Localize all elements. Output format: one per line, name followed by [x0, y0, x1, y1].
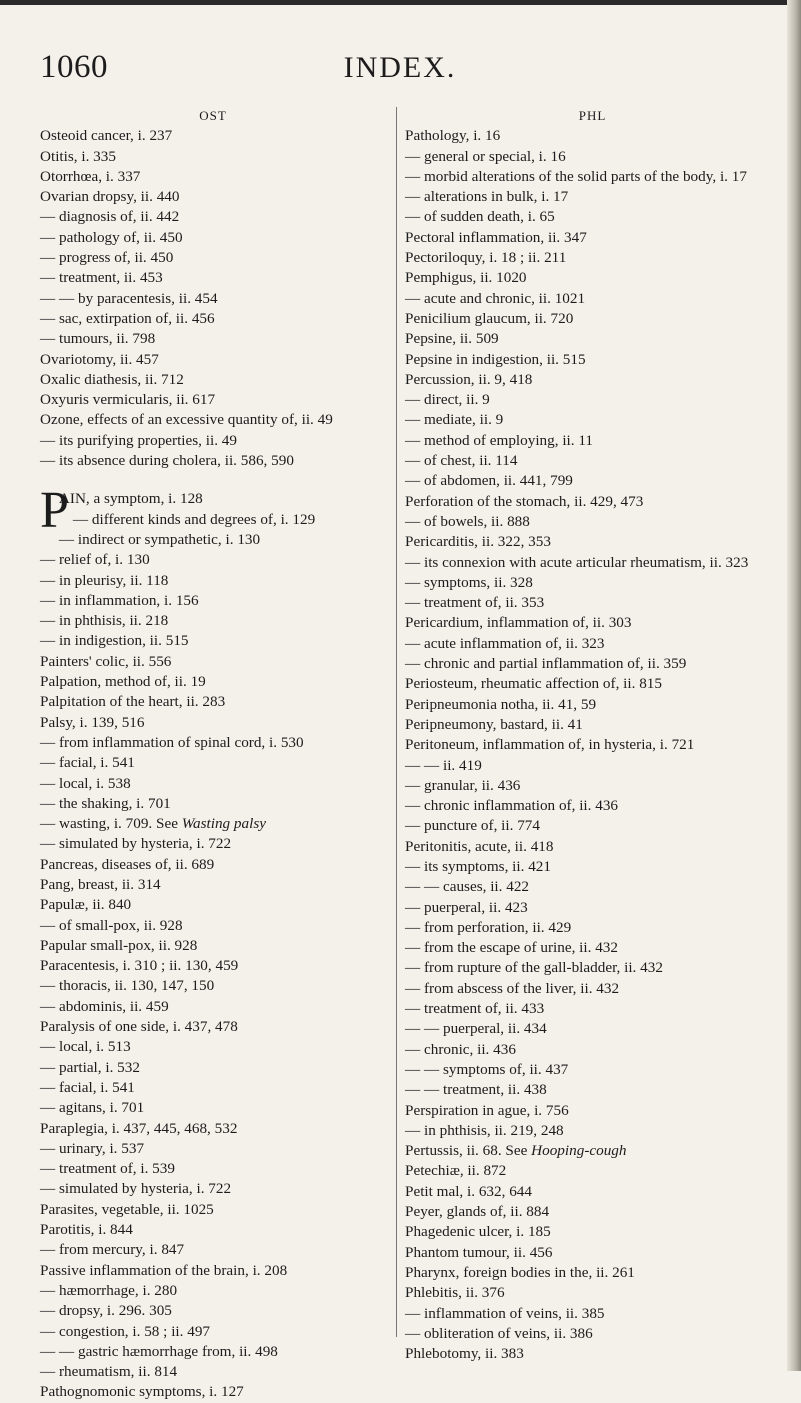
index-entry: — acute inflammation of, ii. 323 — [405, 634, 605, 652]
index-entry: — urinary, i. 537 — [40, 1139, 145, 1157]
index-group-o — [40, 126, 386, 471]
index-entry: — in phthisis, ii. 219, 248 — [405, 1121, 564, 1139]
index-entry: — symptoms, ii. 328 — [405, 573, 533, 591]
index-entry: — diagnosis of, ii. 442 — [40, 208, 180, 226]
index-entry: — from abscess of the liver, ii. 432 — [405, 979, 620, 997]
index-entry: — tumours, ii. 798 — [40, 330, 156, 348]
index-entry: — mediate, ii. 9 — [405, 411, 504, 429]
index-entry-pain: P AIN, a symptom, i. 128 — different kinds and degrees of, i. 129 — [40, 482, 316, 540]
index-entry: Parasites, vegetable, ii. 1025 — [40, 1200, 214, 1218]
index-entry: Peritonitis, acute, ii. 418 — [405, 837, 554, 855]
page-header — [40, 48, 760, 88]
index-column-left — [40, 106, 386, 1403]
index-entry: Otitis, i. 335 — [40, 147, 116, 165]
column-head-left: OST — [199, 108, 227, 123]
index-entry: — partial, i. 532 — [40, 1058, 140, 1076]
index-entry: — its purifying properties, ii. 49 — [40, 431, 237, 449]
index-group-p1 — [40, 530, 386, 814]
index-group-p3 — [405, 126, 780, 1141]
index-entry: Paracentesis, i. 310 ; ii. 130, 459 — [40, 957, 239, 975]
index-entry: Petechiæ, ii. 872 — [405, 1162, 507, 1180]
index-entry: Palpitation of the heart, ii. 283 — [40, 693, 226, 711]
index-entry: Perspiration in ague, i. 756 — [405, 1101, 569, 1119]
index-entry: Pang, breast, ii. 314 — [40, 875, 161, 893]
index-entry: — treatment, ii. 453 — [40, 269, 163, 287]
index-entry: — rheumatism, ii. 814 — [40, 1363, 178, 1381]
index-entry: — chronic and partial inflammation of, ii. 359 — [405, 655, 687, 673]
index-entry: Phlebitis, ii. 376 — [405, 1284, 505, 1302]
index-entry: — from rupture of the gall-bladder, ii. 432 — [405, 959, 663, 977]
index-entry: Pathology, i. 16 — [405, 127, 501, 145]
column-head-right: PHL — [578, 108, 607, 123]
index-entry: — local, i. 513 — [40, 1038, 131, 1056]
index-entry: — from mercury, i. 847 — [40, 1241, 185, 1259]
index-entry: — acute and chronic, ii. 1021 — [405, 289, 586, 307]
index-entry: Otorrhœa, i. 337 — [40, 167, 141, 185]
index-entry: Pemphigus, ii. 1020 — [405, 269, 527, 287]
index-entry: Petit mal, i. 632, 644 — [405, 1182, 532, 1200]
index-entry: Passive inflammation of the brain, i. 208 — [40, 1261, 288, 1279]
index-entry: Pertussis, ii. 68. See Hooping-cough — [405, 1142, 627, 1160]
index-entry: — from inflammation of spinal cord, i. 530 — [40, 733, 304, 751]
index-entry: — alterations in bulk, i. 17 — [405, 188, 569, 206]
index-entry: Phantom tumour, ii. 456 — [405, 1243, 553, 1261]
index-entry: — its symptoms, ii. 421 — [405, 857, 551, 875]
index-entry: Parotitis, i. 844 — [40, 1221, 133, 1239]
index-entry: — — by paracentesis, ii. 454 — [40, 289, 218, 307]
index-entry: — — gastric hæmorrhage from, ii. 498 — [40, 1342, 278, 1360]
index-entry: Osteoid cancer, i. 237 — [40, 127, 173, 145]
index-entry: — method of employing, ii. 11 — [405, 431, 593, 449]
index-entry: Perforation of the stomach, ii. 429, 473 — [405, 492, 644, 510]
index-entry: Paralysis of one side, i. 437, 478 — [40, 1018, 238, 1036]
index-entry: Oxalic diathesis, ii. 712 — [40, 370, 184, 388]
index-entry: — congestion, i. 58 ; ii. 497 — [40, 1322, 211, 1340]
index-entry: — in inflammation, i. 156 — [40, 591, 199, 609]
index-entry: — obliteration of veins, ii. 386 — [405, 1324, 593, 1342]
page-number: 1060 — [40, 49, 108, 85]
index-entry: Palsy, i. 139, 516 — [40, 713, 145, 731]
index-entry: — relief of, i. 130 — [40, 551, 150, 569]
index-entry: — hæmorrhage, i. 280 — [40, 1281, 178, 1299]
index-entry: Ovariotomy, ii. 457 — [40, 350, 159, 368]
index-entry: — granular, ii. 436 — [405, 776, 521, 794]
index-entry: — local, i. 538 — [40, 774, 131, 792]
index-entry: — of bowels, ii. 888 — [405, 512, 530, 530]
index-entry: — from perforation, ii. 429 — [405, 918, 572, 936]
index-entry: — treatment of, ii. 433 — [405, 1000, 545, 1018]
index-entry: — — causes, ii. 422 — [405, 878, 530, 896]
index-entry: Penicilium glaucum, ii. 720 — [405, 309, 574, 327]
index-entry: — general or special, i. 16 — [405, 147, 566, 165]
index-entry: Pepsine in indigestion, ii. 515 — [405, 350, 586, 368]
index-entry: Pericardium, inflammation of, ii. 303 — [405, 614, 632, 632]
index-entry: Pancreas, diseases of, ii. 689 — [40, 855, 215, 873]
index-entry: — agitans, i. 701 — [40, 1099, 145, 1117]
index-entry: Phlebotomy, ii. 383 — [405, 1345, 524, 1363]
index-entry: Ovarian dropsy, ii. 440 — [40, 188, 180, 206]
index-entry: — from the escape of urine, ii. 432 — [405, 939, 618, 957]
page-top-rule — [0, 0, 801, 5]
index-entry: Pericarditis, ii. 322, 353 — [405, 533, 551, 551]
index-entry: — of small-pox, ii. 928 — [40, 916, 183, 934]
index-group-p4 — [405, 1161, 780, 1364]
index-entry: Painters' colic, ii. 556 — [40, 652, 172, 670]
index-entry: Pepsine, ii. 509 — [405, 330, 499, 348]
index-entry: — chronic, ii. 436 — [405, 1040, 516, 1058]
index-entry: Phagedenic ulcer, i. 185 — [405, 1223, 551, 1241]
index-entry: Pathognomonic symptoms, i. 127 — [40, 1383, 244, 1401]
index-column-right — [405, 106, 780, 1364]
index-entry: Papulæ, ii. 840 — [40, 896, 132, 914]
index-entry: Palpation, method of, ii. 19 — [40, 673, 206, 691]
index-entry: — abdominis, ii. 459 — [40, 997, 169, 1015]
index-entry: Pharynx, foreign bodies in the, ii. 261 — [405, 1263, 635, 1281]
book-edge-shadow — [787, 0, 801, 1371]
index-entry: — facial, i. 541 — [40, 754, 135, 772]
index-entry: Pectoral inflammation, ii. 347 — [405, 228, 587, 246]
index-entry: — morbid alterations of the solid parts of the body, i. 17 — [405, 167, 747, 185]
index-entry: — facial, i. 541 — [40, 1078, 135, 1096]
index-entry: — of sudden death, i. 65 — [405, 208, 555, 226]
drop-cap: P — [40, 482, 69, 540]
index-entry: — thoracis, ii. 130, 147, 150 — [40, 977, 215, 995]
index-entry: — — treatment, ii. 438 — [405, 1081, 547, 1099]
index-entry: Percussion, ii. 9, 418 — [405, 370, 533, 388]
index-entry: — chronic inflammation of, ii. 436 — [405, 797, 619, 815]
index-entry: Peritoneum, inflammation of, in hysteria, i. 721 — [405, 736, 695, 754]
index-entry: — treatment of, i. 539 — [40, 1160, 175, 1178]
index-entry: Paraplegia, i. 437, 445, 468, 532 — [40, 1119, 238, 1137]
index-entry: — pathology of, ii. 450 — [40, 228, 183, 246]
index-entry: — its absence during cholera, ii. 586, 590 — [40, 452, 294, 470]
index-entry: Ozone, effects of an excessive quantity of, ii. 49 — [40, 411, 333, 429]
index-entry: Peyer, glands of, ii. 884 — [405, 1203, 550, 1221]
index-entry: — in pleurisy, ii. 118 — [40, 571, 169, 589]
index-entry: — the shaking, i. 701 — [40, 794, 171, 812]
index-entry: — in indigestion, ii. 515 — [40, 632, 189, 650]
index-entry: — progress of, ii. 450 — [40, 249, 174, 267]
index-entry: Pectoriloquy, i. 18 ; ii. 211 — [405, 249, 567, 267]
index-entry: — sac, extirpation of, ii. 456 — [40, 309, 215, 327]
index-entry: — in phthisis, ii. 218 — [40, 612, 169, 630]
index-entry: — wasting, i. 709. See Wasting palsy — [40, 815, 266, 833]
index-entry: — its connexion with acute articular rheumatism, ii. 323 — [405, 553, 749, 571]
index-entry: — — ii. 419 — [405, 756, 482, 774]
index-entry: — simulated by hysteria, i. 722 — [40, 1180, 232, 1198]
index-entry: Peripneumony, bastard, ii. 41 — [405, 715, 583, 733]
index-entry: — inflammation of veins, ii. 385 — [405, 1304, 605, 1322]
index-entry: — — puerperal, ii. 434 — [405, 1020, 547, 1038]
index-entry: — direct, ii. 9 — [405, 391, 490, 409]
index-group-p2 — [40, 834, 386, 1402]
column-divider — [396, 107, 397, 1337]
index-entry: — puncture of, ii. 774 — [405, 817, 540, 835]
index-entry: — of abdomen, ii. 441, 799 — [405, 472, 573, 490]
index-entry: — simulated by hysteria, i. 722 — [40, 835, 232, 853]
index-entry: — of chest, ii. 114 — [405, 452, 518, 470]
index-entry: — treatment of, ii. 353 — [405, 594, 545, 612]
index-entry: Periosteum, rheumatic affection of, ii. 815 — [405, 675, 662, 693]
index-entry: — — symptoms of, ii. 437 — [405, 1060, 569, 1078]
index-entry: Papular small-pox, ii. 928 — [40, 936, 198, 954]
index-entry: Peripneumonia notha, ii. 41, 59 — [405, 695, 597, 713]
running-title: INDEX. — [343, 51, 457, 84]
index-entry: Oxyuris vermicularis, ii. 617 — [40, 391, 216, 409]
index-entry: — indirect or sympathetic, i. 130 — [58, 530, 261, 548]
index-entry: — puerperal, ii. 423 — [405, 898, 528, 916]
index-entry: — dropsy, i. 296. 305 — [40, 1302, 172, 1320]
